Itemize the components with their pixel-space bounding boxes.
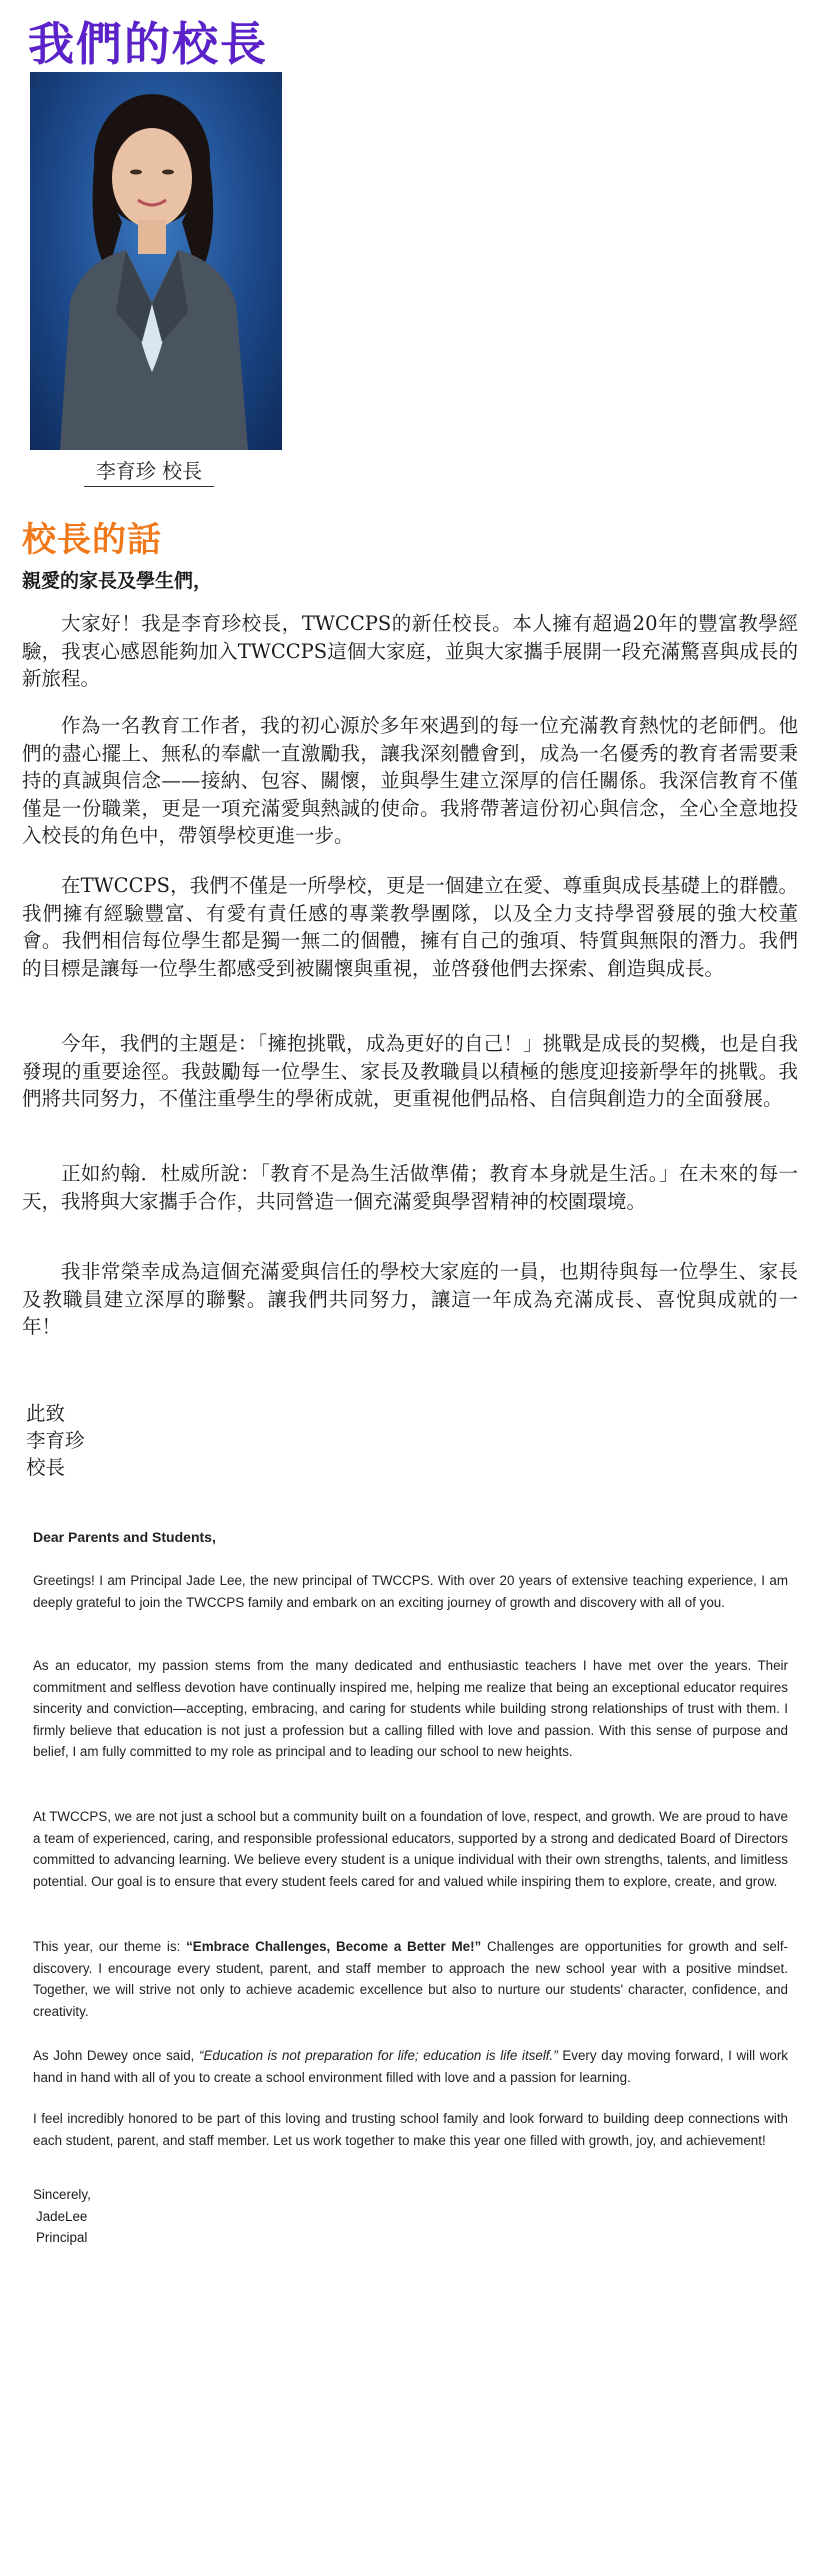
dewey-rest: Every day moving forward, I will work hand in hand with all of you to create a school environment filled with love and a passion for learning. xyxy=(33,2048,788,2085)
chinese-closing xyxy=(26,1400,85,1481)
theme-rest: Challenges are opportunities for growth and self-discovery. I encourage every student, parent, and staff member to approach the new school year with a positive mindset. Together, we will strive not only to achieve academic excellence but also to nurture our students' character, confidence, and creativity. xyxy=(33,1939,789,2019)
chinese-paragraph-text: 大家好！我是李育珍校長，TWCCPS的新任校長。本人擁有超過20年的豐富教學經驗，我衷心感恩能夠加入TWCCPS這個大家庭，並與大家攜手展開一段充滿驚喜與成長的新旅程。 xyxy=(22,612,798,690)
chinese-paragraph-text: 作為一名教育工作者，我的初心源於多年來遇到的每一位充滿教育熱忱的老師們。他們的盡心擺上、無私的奉獻一直激勵我，讓我深刻體會到，成為一名優秀的教育者需要秉持的真誠與信念——接納、包容、關懷，並與學生建立深厚的信任關係。我深信教育不僅僅是一份職業，更是一項充滿愛與熱誠的使命。我將帶著這份初心與信念，全心全意地投入校長的角色中，帶領學校更進一步。 xyxy=(22,714,798,847)
page-title: 我們的校長 xyxy=(28,17,268,71)
principal-photo xyxy=(30,72,282,450)
closing-line: 此致 xyxy=(26,1402,66,1425)
english-paragraph-4 xyxy=(33,1936,788,2022)
chinese-salutation: 親愛的家長及學生們， xyxy=(22,570,213,592)
photo-caption: 李育珍 校長 xyxy=(84,455,214,487)
chinese-paragraph-1 xyxy=(22,610,798,693)
chinese-paragraph-3 xyxy=(22,872,798,982)
english-paragraph-6 xyxy=(33,2108,788,2151)
english-paragraph-text: Greetings! I am Principal Jade Lee, the new principal of TWCCPS. With over 20 years of extensive teaching experience, I am deeply grateful to join the TWCCPS family and embark on an exciting journey of growth and discovery with all of you. xyxy=(33,1573,788,1610)
chinese-paragraph-2 xyxy=(22,712,798,850)
english-salutation: Dear Parents and Students, xyxy=(33,1529,216,1545)
theme-quote: “Embrace Challenges, Become a Better Me!” xyxy=(186,1939,482,1954)
chinese-paragraph-text: 我非常榮幸成為這個充滿愛與信任的學校大家庭的一員，也期待與每一位學生、家長及教職員建立深厚的聯繫。讓我們共同努力，讓這一年成為充滿成長、喜悅與成就的一年！ xyxy=(22,1260,798,1338)
english-closing xyxy=(33,2184,91,2249)
chinese-paragraph-6 xyxy=(22,1258,798,1341)
signature-name: JadeLee xyxy=(36,2208,88,2224)
chinese-paragraph-text: 正如約翰．杜威所說：「教育不是為生活做準備；教育本身就是生活。」在未來的每一天，我將與大家攜手合作，共同營造一個充滿愛與學習精神的校園環境。 xyxy=(22,1162,798,1213)
signature-name: 李育珍 xyxy=(26,1429,85,1452)
closing-line: Sincerely, xyxy=(33,2187,91,2202)
english-paragraph-2 xyxy=(33,1655,788,1763)
english-paragraph-3 xyxy=(33,1806,788,1892)
dewey-intro: As John Dewey once said, xyxy=(33,2048,200,2063)
english-paragraph-text: I feel incredibly honored to be part of this loving and trusting school family and look forward to building deep connections with each student, parent, and staff member. Let us work together to make this year one filled with growth, joy, and achievement! xyxy=(33,2111,788,2148)
chinese-paragraph-text: 今年，我們的主題是：「擁抱挑戰，成為更好的自己！」挑戰是成長的契機，也是自我發現的重要途徑。我鼓勵每一位學生、家長及教職員以積極的態度迎接新學年的挑戰。我們將共同努力，不僅注重學生的學術成就，更重視他們品格、自信與創造力的全面發展。 xyxy=(22,1032,798,1110)
section-title: 校長的話 xyxy=(22,520,162,560)
chinese-paragraph-text: 在TWCCPS，我們不僅是一所學校，更是一個建立在愛、尊重與成長基礎上的群體。我們擁有經驗豐富、有愛有責任感的專業教學團隊，以及全力支持學習發展的強大校董會。我們相信每位學生都是獨一無二的個體，擁有自己的強項、特質與無限的潛力。我們的目標是讓每一位學生都感受到被關懷與重視，並啓發他們去探索、創造與成長。 xyxy=(22,874,798,980)
dewey-quote: “Education is not preparation for life; education is life itself.” xyxy=(199,2048,558,2063)
chinese-paragraph-4 xyxy=(22,1030,798,1113)
chinese-paragraph-5 xyxy=(22,1160,798,1215)
signature-title: Principal xyxy=(36,2230,88,2245)
theme-intro: This year, our theme is: xyxy=(33,1939,187,1954)
english-paragraph-text: At TWCCPS, we are not just a school but a community built on a foundation of love, respect, and growth. We are proud to have a team of experienced, caring, and responsible professional educators, supported by a strong and dedicated Board of Directors committed to advancing learning. We believe every student is a unique individual with their own strengths, talents, and limitless potential. Our goal is to ensure that every student feels cared for and valued while inspiring them to explore, create, and grow. xyxy=(33,1809,788,1889)
english-paragraph-text: As an educator, my passion stems from the many dedicated and enthusiastic teachers I have met over the years. Their commitment and selfless devotion have continually inspired me, helping me realize that being an exceptional educator requires sincerity and conviction—accepting, embracing, and caring for students while building strong relationships of trust with them. I firmly believe that education is not just a profession but a calling filled with love and passion. With this sense of purpose and belief, I am fully committed to my role as principal and to leading our school to new heights. xyxy=(33,1658,788,1759)
english-paragraph-5 xyxy=(33,2045,788,2088)
signature-title: 校長 xyxy=(26,1456,66,1479)
english-paragraph-1 xyxy=(33,1570,788,1613)
english-paragraph-text xyxy=(33,2045,788,2088)
portrait-figure xyxy=(30,72,282,450)
english-paragraph-text xyxy=(33,1936,788,2022)
